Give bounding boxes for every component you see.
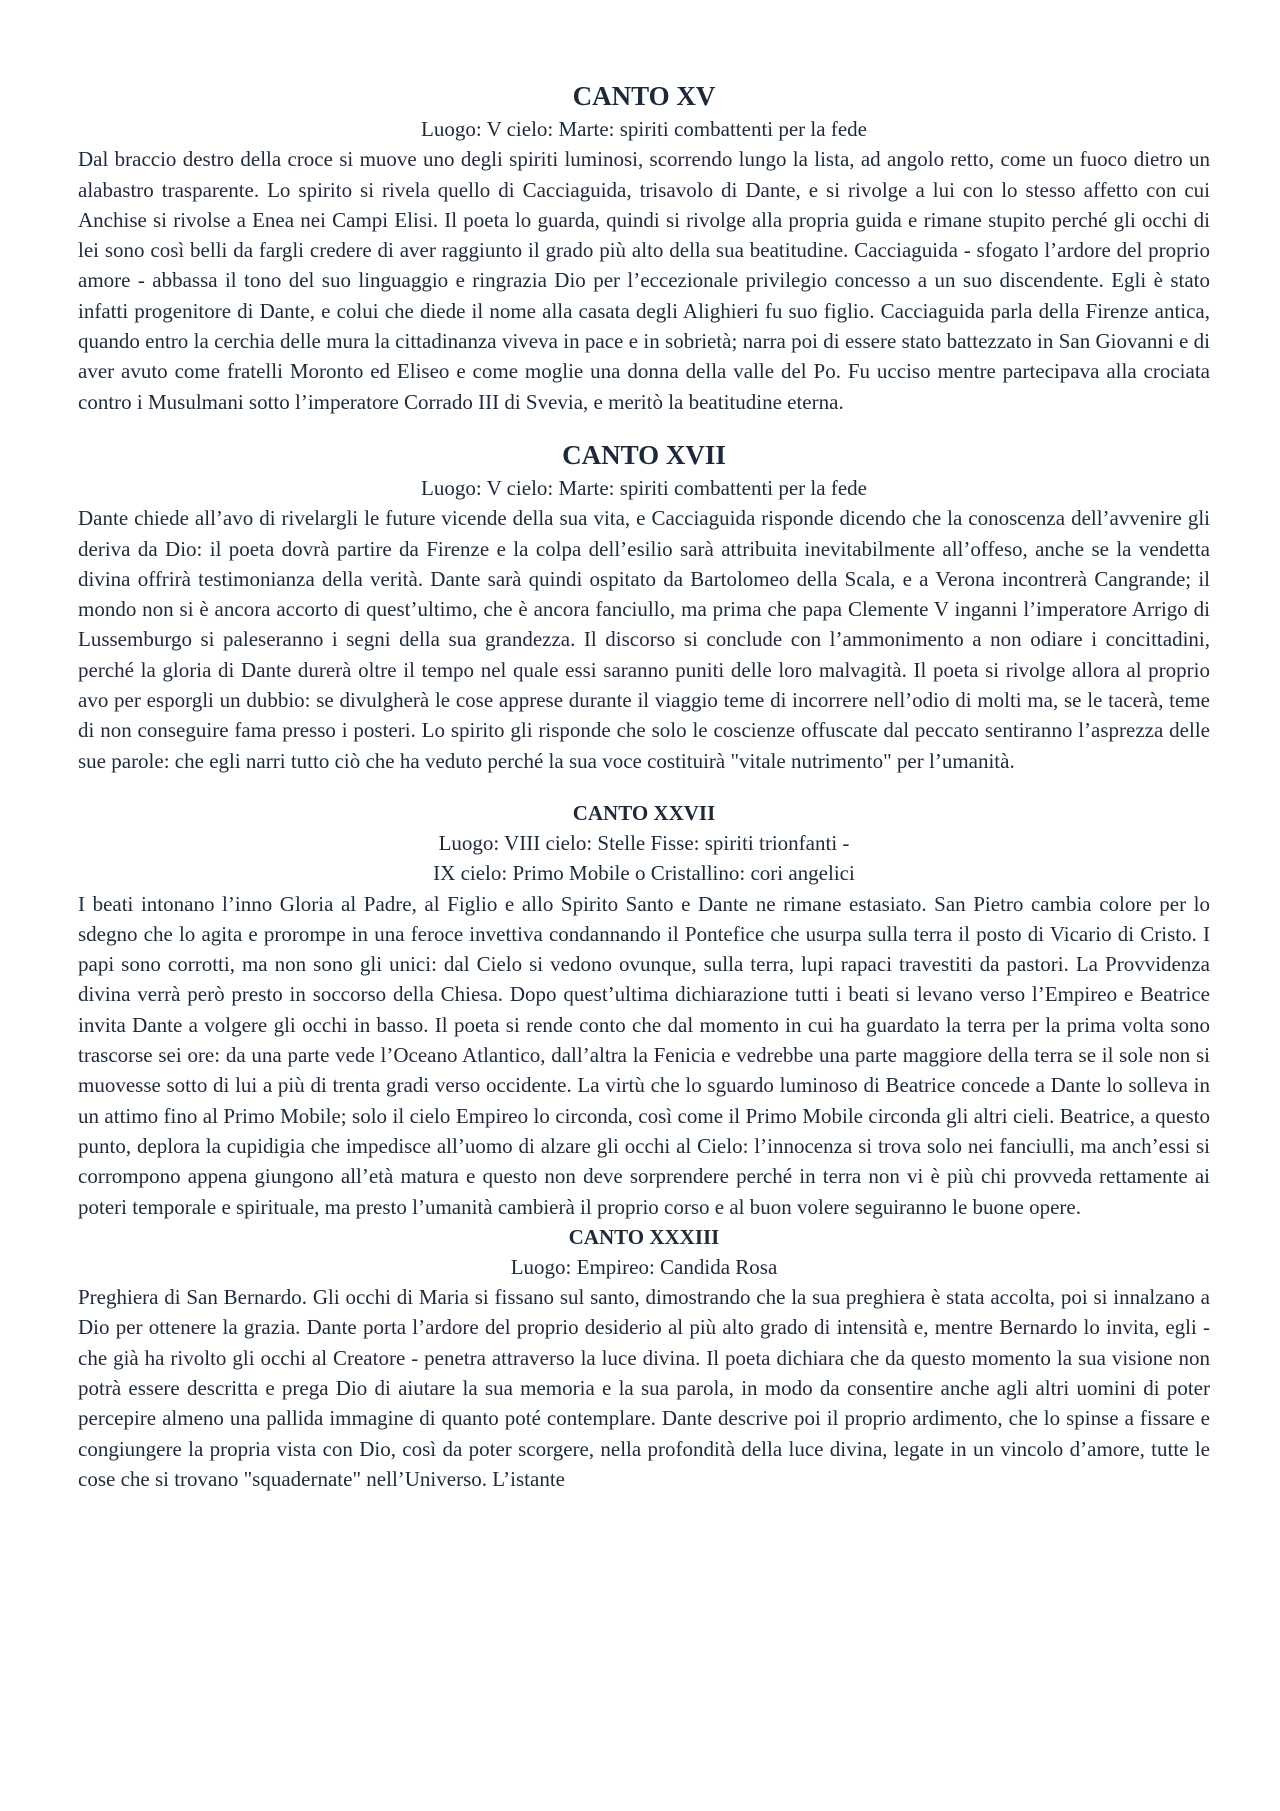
- canto-section: [78, 78, 1210, 417]
- document-page: [78, 78, 1210, 1494]
- canto-section: [78, 798, 1210, 1222]
- canto-summary: Preghiera di San Bernardo. Gli occhi di Maria si fissano sul santo, dimostrando che la sua preghiera è stata accolta, poi si innalzano a Dio per ottenere la grazia. Dante porta l’ardore del proprio desiderio al più alto grado di intensità e, mentre Bernardo lo invita, egli - che già ha rivolto gli occhi al Creatore - penetra attraverso la luce divina. Il poeta dichiara che da questo momento la sua visione non potrà essere descritta e prega Dio di aiutare la sua memoria e la sua parola, in modo da consentire anche agli altri uomini di poter percepire almeno una pallida immagine di quanto poté contemplare. Dante descrive poi il proprio ardimento, che lo spinse a fissare e congiungere la propria vista con Dio, così da poter scorgere, nella profondità della luce divina, legate in un vincolo d’amore, tutte le cose che si trovano "squadernate" nell’Universo. L’istante: [78, 1285, 1210, 1491]
- canto-summary: Dal braccio destro della croce si muove uno degli spiriti luminosi, scorrendo lungo la lista, ad angolo retto, come un fuoco dietro un alabastro trasparente. Lo spirito si rivela quello di Cacciaguida, trisavolo di Dante, e si rivolge a lui con lo stesso affetto con cui Anchise si rivolse a Enea nei Campi Elisi. Il poeta lo guarda, quindi si rivolge alla propria guida e rimane stupito perché gli occhi di lei sono così belli da fargli credere di aver raggiunto il grado più alto della sua beatitudine. Cacciaguida - sfogato l’ardore del proprio amore - abbassa il tono del suo linguaggio e ringrazia Dio per l’eccezionale privilegio concesso a un suo discendente. Egli è stato infatti progenitore di Dante, e colui che diede il nome alla casata degli Alighieri fu suo figlio. Cacciaguida parla della Firenze antica, quando entro la cerchia delle mura la cittadinanza viveva in pace e in sobrietà; narra poi di essere stato battezzato in San Giovanni e di aver avuto come fratelli Moronto ed Eliseo e come moglie una donna della valle del Po. Fu ucciso mentre partecipava alla crociata contro i Musulmani sotto l’imperatore Corrado III di Svevia, e meritò la beatitudine eterna.: [78, 147, 1210, 414]
- canto-title: CANTO XXVII: [572, 800, 716, 825]
- canto-section: [78, 1222, 1210, 1494]
- canto-location: Luogo: Empireo: Candida Rosa: [510, 1254, 778, 1279]
- canto-title: CANTO XV: [572, 81, 716, 111]
- canto-location: Luogo: VIII cielo: Stelle Fisse: spiriti trionfanti -: [438, 830, 850, 855]
- canto-title: CANTO XXXIII: [568, 1224, 720, 1249]
- canto-title: CANTO XVII: [562, 439, 726, 470]
- canto-location: IX cielo: Primo Mobile o Cristallino: cori angelici: [433, 861, 855, 886]
- canto-summary: I beati intonano l’inno Gloria al Padre, al Figlio e allo Spirito Santo e Dante ne rimane estasiato. San Pietro cambia colore per lo sdegno che lo agita e prorompe in una feroce invettiva condannando il Pontefice che usurpa sulla terra il posto di Vicario di Cristo. I papi sono corrotti, ma non sono gli unici: dal Cielo si vedono ovunque, sulla terra, lupi rapaci travestiti da pastori. La Provvidenza divina verrà però presto in soccorso della Chiesa. Dopo quest’ultima dichiarazione tutti i beati si levano verso l’Empireo e Beatrice invita Dante a volgere gli occhi in basso. Il poeta si rende conto che dal momento in cui ha guardato la terra per la prima volta sono trascorse sei ore: da una parte vede l’Oceano Atlantico, dall’altra la Fenicia e vedrebbe una parte maggiore della terra se il sole non si muovesse sotto di lui a più di trenta gradi verso occidente. La virtù che lo sguardo luminoso di Beatrice concede a Dante lo solleva in un attimo fino al Primo Mobile; solo il cielo Empireo lo circonda, così come il Primo Mobile circonda gli altri cieli. Beatrice, a questo punto, deplora la cupidigia che impedisce all’uomo di alzare gli occhi al Cielo: l’innocenza si trova solo nei fanciulli, ma anch’essi si corrompono appena giungono all’età matura e questo non deve sorprendere perché in terra non vi è più chi provveda rettamente ai poteri temporale e spirituale, ma presto l’umanità cambierà il proprio corso e al buon volere seguiranno le buone opere.: [78, 891, 1210, 1219]
- canto-location: Luogo: V cielo: Marte: spiriti combattenti per la fede: [421, 475, 867, 500]
- canto-section: [78, 437, 1210, 776]
- canto-location: Luogo: V cielo: Marte: spiriti combattenti per la fede: [421, 117, 867, 141]
- canto-summary: Dante chiede all’avo di rivelargli le future vicende della sua vita, e Cacciaguida risponde dicendo che la conoscenza dell’avvenire gli deriva da Dio: il poeta dovrà partire da Firenze e la colpa dell’esilio sarà attribuita inevitabilmente all’offeso, anche se la vendetta divina offrirà testimonianza della verità. Dante sarà quindi ospitato da Bartolomeo della Scala, e a Verona incontrerà Cangrande; il mondo non si è ancora accorto di quest’ultimo, che è ancora fanciullo, ma prima che papa Clemente V inganni l’imperatore Arrigo di Lussemburgo si paleseranno i segni della sua grandezza. Il discorso si conclude con l’ammonimento a non odiare i concittadini, perché la gloria di Dante durerà oltre il tempo nel quale essi saranno puniti delle loro malvagità. Il poeta si rivolge allora al proprio avo per esporgli un dubbio: se divulgherà le cose apprese durante il viaggio teme di incorrere nell’odio di molti ma, se le tacerà, teme di non conseguire fama presso i posteri. Lo spirito gli risponde che solo le coscienze offuscate dal peccato sentiranno l’asprezza delle sue parole: che egli narri tutto ciò che ha veduto perché la sua voce costituirà "vitale nutrimento" per l’umanità.: [78, 506, 1210, 773]
